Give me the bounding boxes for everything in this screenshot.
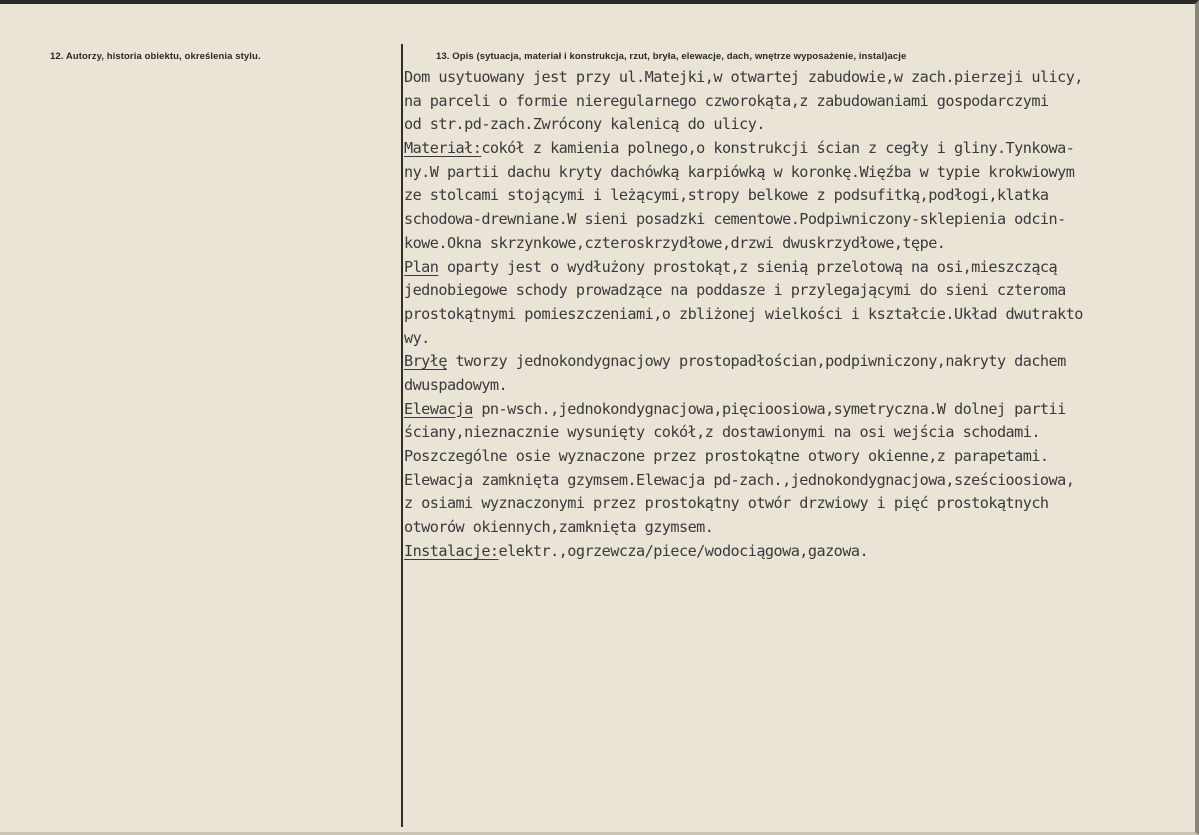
keyword: Plan xyxy=(404,257,439,276)
text-line xyxy=(404,445,1194,469)
section-12-heading: 12. Autorzy, historia obiektu, określenia stylu. xyxy=(50,51,261,62)
line-text: jednobiegowe schody prowadzące na poddasze i przylegającymi do sieni czteroma xyxy=(404,281,1066,300)
text-line xyxy=(404,327,1194,351)
text-line xyxy=(404,232,1194,256)
text-line xyxy=(404,208,1194,232)
line-text: prostokątnymi pomieszczeniami,o zbliżonej wielkości i kształcie.Układ dwutrakto xyxy=(404,304,1083,323)
line-text: ze stolcami stojącymi i leżącymi,stropy belkowe z podsufitką,podłogi,klatka xyxy=(404,186,1049,205)
keyword: Instalacje: xyxy=(404,541,499,560)
line-text: ny.W partii dachu kryty dachówką karpiówką w koronkę.Więźba w typie krokwiowym xyxy=(404,162,1075,181)
line-text: pn-wsch.,jednokondygnacjowa,pięcioosiowa,symetryczna.W dolnej partii xyxy=(472,399,1066,418)
text-line xyxy=(404,66,1194,90)
text-line xyxy=(404,350,1194,374)
text-line xyxy=(404,540,1194,564)
section-13-heading: 13. Opis (sytuacja, materiał i konstrukcja, rzut, bryła, elewacje, dach, wnętrze wyposażenie, instal)acje xyxy=(436,51,907,62)
line-text: elektr.,ogrzewcza/piece/wodociągowa,gazowa. xyxy=(498,541,869,560)
line-text: na parceli o formie nieregularnego czworokąta,z zabudowaniami gospodarczymi xyxy=(404,91,1049,110)
keyword: Elewacja xyxy=(404,399,473,418)
text-line xyxy=(404,113,1194,137)
text-line xyxy=(404,137,1194,161)
text-line xyxy=(404,398,1194,422)
text-line xyxy=(404,279,1194,303)
line-text: tworzy jednokondygnacjowy prostopadłościan,podpiwniczony,nakryty dachem xyxy=(446,352,1066,371)
line-text: oparty jest o wydłużony prostokąt,z sienią przelotową na osi,mieszczącą xyxy=(438,257,1058,276)
text-line xyxy=(404,303,1194,327)
text-line xyxy=(404,421,1194,445)
line-text: schodowa-drewniane.W sieni posadzki cementowe.Podpiwniczony-sklepienia odcin- xyxy=(404,210,1066,229)
line-text: ściany,nieznacznie wysunięty cokół,z dostawionymi na osi wejścia schodami. xyxy=(404,423,1040,442)
description-text xyxy=(404,66,1194,563)
text-line xyxy=(404,184,1194,208)
text-line xyxy=(404,469,1194,493)
keyword: Materiał: xyxy=(404,139,482,158)
text-line xyxy=(404,90,1194,114)
text-line xyxy=(404,374,1194,398)
text-line xyxy=(404,161,1194,185)
line-text: Dom usytuowany jest przy ul.Matejki,w otwartej zabudowie,w zach.pierzeji ulicy, xyxy=(404,68,1083,86)
line-text: z osiami wyznaczonymi przez prostokątny otwór drzwiowy i pięć prostokątnych xyxy=(404,494,1049,513)
text-line xyxy=(404,256,1194,280)
line-text: Elewacja zamknięta gzymsem.Elewacja pd-zach.,jednokondygnacjowa,sześcioosiowa, xyxy=(404,470,1075,489)
column-divider xyxy=(401,44,403,827)
line-text: kowe.Okna skrzynkowe,czteroskrzydłowe,drzwi dwuskrzydłowe,tępe. xyxy=(404,233,946,252)
line-text: cokół z kamienia polnego,o konstrukcji ścian z cegły i gliny.Tynkowa- xyxy=(481,139,1075,158)
line-text: Poszczególne osie wyznaczone przez prostokątne otwory okienne,z parapetami. xyxy=(404,447,1049,465)
line-text: od str.pd-zach.Zwrócony kalenicą do ulicy. xyxy=(404,115,765,134)
keyword: Bryłę xyxy=(404,352,447,371)
line-text: wy. xyxy=(404,328,430,347)
text-line xyxy=(404,492,1194,516)
text-line xyxy=(404,516,1194,540)
line-text: dwuspadowym. xyxy=(404,375,508,394)
line-text: otworów okiennych,zamknięta gzymsem. xyxy=(404,518,714,537)
